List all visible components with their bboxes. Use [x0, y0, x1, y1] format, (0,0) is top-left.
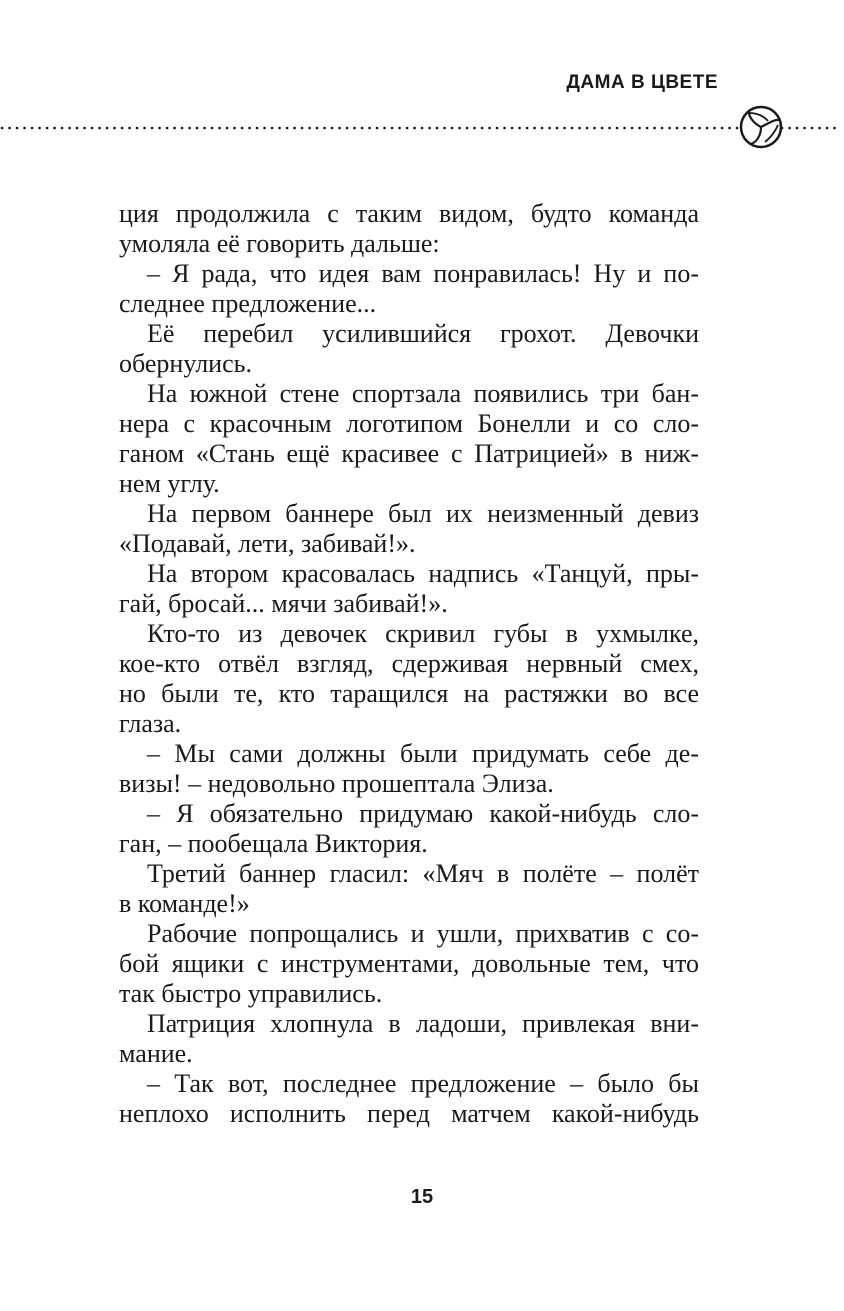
text-line: обернулись.	[119, 349, 252, 378]
text-line: На первом баннере был их неизменный девиз	[147, 499, 699, 528]
text-line: так быстро управились.	[119, 979, 383, 1008]
text-line: Кто-то из девочек скривил губы в ухмылке,	[147, 619, 699, 648]
text-line: – Я рада, что идея вам понравилась! Ну и по-	[147, 259, 699, 288]
volleyball-icon	[739, 105, 783, 149]
text-line: На южной стене спортзала появились три бан-	[147, 379, 699, 408]
text-line: ция продолжила с таким видом, будто команда	[119, 199, 699, 228]
text-line: Патриция хлопнула в ладоши, привлекая вни-	[147, 1009, 699, 1038]
text-line: но были те, кто таращился на растяжки во все	[119, 679, 699, 708]
text-line: визы! – недовольно прошептала Элиза.	[119, 769, 554, 798]
text-line: нера с красочным логотипом Бонелли и со сло-	[119, 409, 699, 438]
text-line: следнее предложение...	[119, 289, 377, 318]
text-line: «Подавай, лети, забивай!».	[119, 529, 416, 558]
text-line: глаза.	[119, 709, 182, 738]
text-line: Рабочие попрощались и ушли, прихватив с со-	[147, 919, 699, 948]
page-number: 15	[410, 1186, 434, 1208]
text-line: На втором красовалась надпись «Танцуй, пры-	[147, 559, 699, 588]
text-line: нем углу.	[119, 469, 220, 498]
text-line: гай, бросай... мячи забивай!».	[119, 589, 448, 618]
text-line: – Так вот, последнее предложение – было бы	[147, 1069, 699, 1098]
dotted-rule	[0, 126, 844, 130]
text-line: кое-кто отвёл взгляд, сдерживая нервный смех,	[119, 649, 699, 678]
text-line: Её перебил усилившийся грохот. Девочки	[147, 319, 699, 348]
text-line: – Я обязательно придумаю какой-нибудь сло-	[147, 799, 699, 828]
text-line: умоляла её говорить дальше:	[119, 229, 440, 258]
text-line: мание.	[119, 1039, 193, 1068]
running-header: ДАМА В ЦВЕТЕ	[566, 72, 718, 93]
text-line: ган, – пообещала Виктория.	[119, 829, 428, 858]
text-line: ганом «Стань ещё красивее с Патрицией» в ниж-	[119, 439, 699, 468]
text-line: неплохо исполнить перед матчем какой-нибудь	[119, 1099, 699, 1128]
text-line: бой ящики с инструментами, довольные тем, что	[119, 949, 699, 978]
text-line: в команде!»	[119, 889, 250, 918]
text-line: Третий баннер гласил: «Мяч в полёте – полёт	[147, 859, 699, 888]
text-line: – Мы сами должны были придумать себе де-	[147, 739, 699, 768]
page-body-text	[119, 199, 699, 1129]
